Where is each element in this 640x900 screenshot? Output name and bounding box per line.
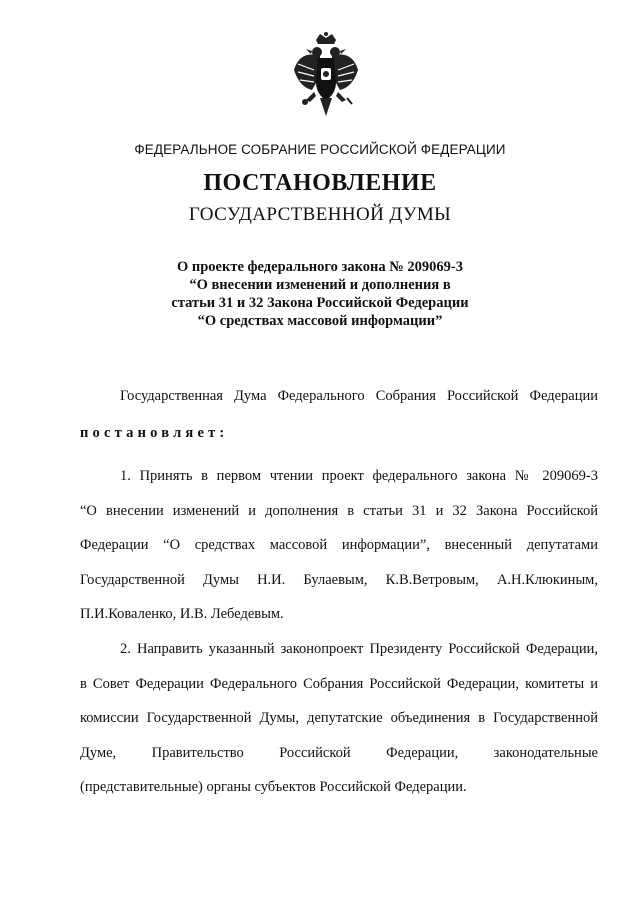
- paragraph-line: Федерации “О средствах массовой информации”, внесенный депутатами: [80, 537, 598, 553]
- paragraph-line: Государственной Думы Н.И. Булаевым, К.В.Ветровым, А.Н.Клюкиным,: [80, 571, 598, 588]
- preamble-paragraph: [80, 379, 598, 414]
- subject-line: “О внесении изменений и дополнения в: [189, 277, 451, 293]
- paragraph-line: 2. Направить указанный законопроект Президенту Российской Федерации,: [120, 641, 598, 657]
- paragraph-line: 1. Принять в первом чтении проект федерального закона № 209069-3: [120, 468, 598, 484]
- paragraph-line: Думе, Правительство Российской Федерации, законодательные: [80, 744, 598, 761]
- coat-of-arms-emblem: [290, 30, 362, 120]
- subject-line: статьи 31 и 32 Закона Российской Федерации: [171, 295, 469, 311]
- organization-name: ФЕДЕРАЛЬНОЕ СОБРАНИЕ РОССИЙСКОЙ ФЕДЕРАЦИИ: [134, 142, 506, 157]
- point-1-paragraph: [80, 459, 598, 632]
- subject-line: “О средствах массовой информации”: [197, 313, 443, 329]
- point-2-paragraph: [80, 632, 598, 805]
- preamble-text: Государственная Дума Федерального Собрания Российской Федерации: [120, 388, 598, 404]
- paragraph-line: (представительные) органы субъектов Российской Федерации.: [80, 779, 467, 795]
- decree-word: постановляет:: [80, 425, 229, 441]
- paragraph-line: “О внесении изменений и дополнения в статьи 31 и 32 Закона Российской: [80, 502, 598, 519]
- issuer-subtitle: ГОСУДАРСТВЕННОЙ ДУМЫ: [188, 204, 452, 225]
- paragraph-line: П.И.Коваленко, И.В. Лебедевым.: [80, 606, 284, 622]
- subject-line: О проекте федерального закона № 209069-3: [176, 259, 464, 275]
- document-type-title: ПОСТАНОВЛЕНИЕ: [203, 170, 437, 196]
- subject-heading: [0, 258, 640, 330]
- paragraph-line: комиссии Государственной Думы, депутатские объединения в Государственной: [80, 710, 598, 726]
- paragraph-line: в Совет Федерации Федерального Собрания Российской Федерации, комитеты и: [80, 675, 598, 692]
